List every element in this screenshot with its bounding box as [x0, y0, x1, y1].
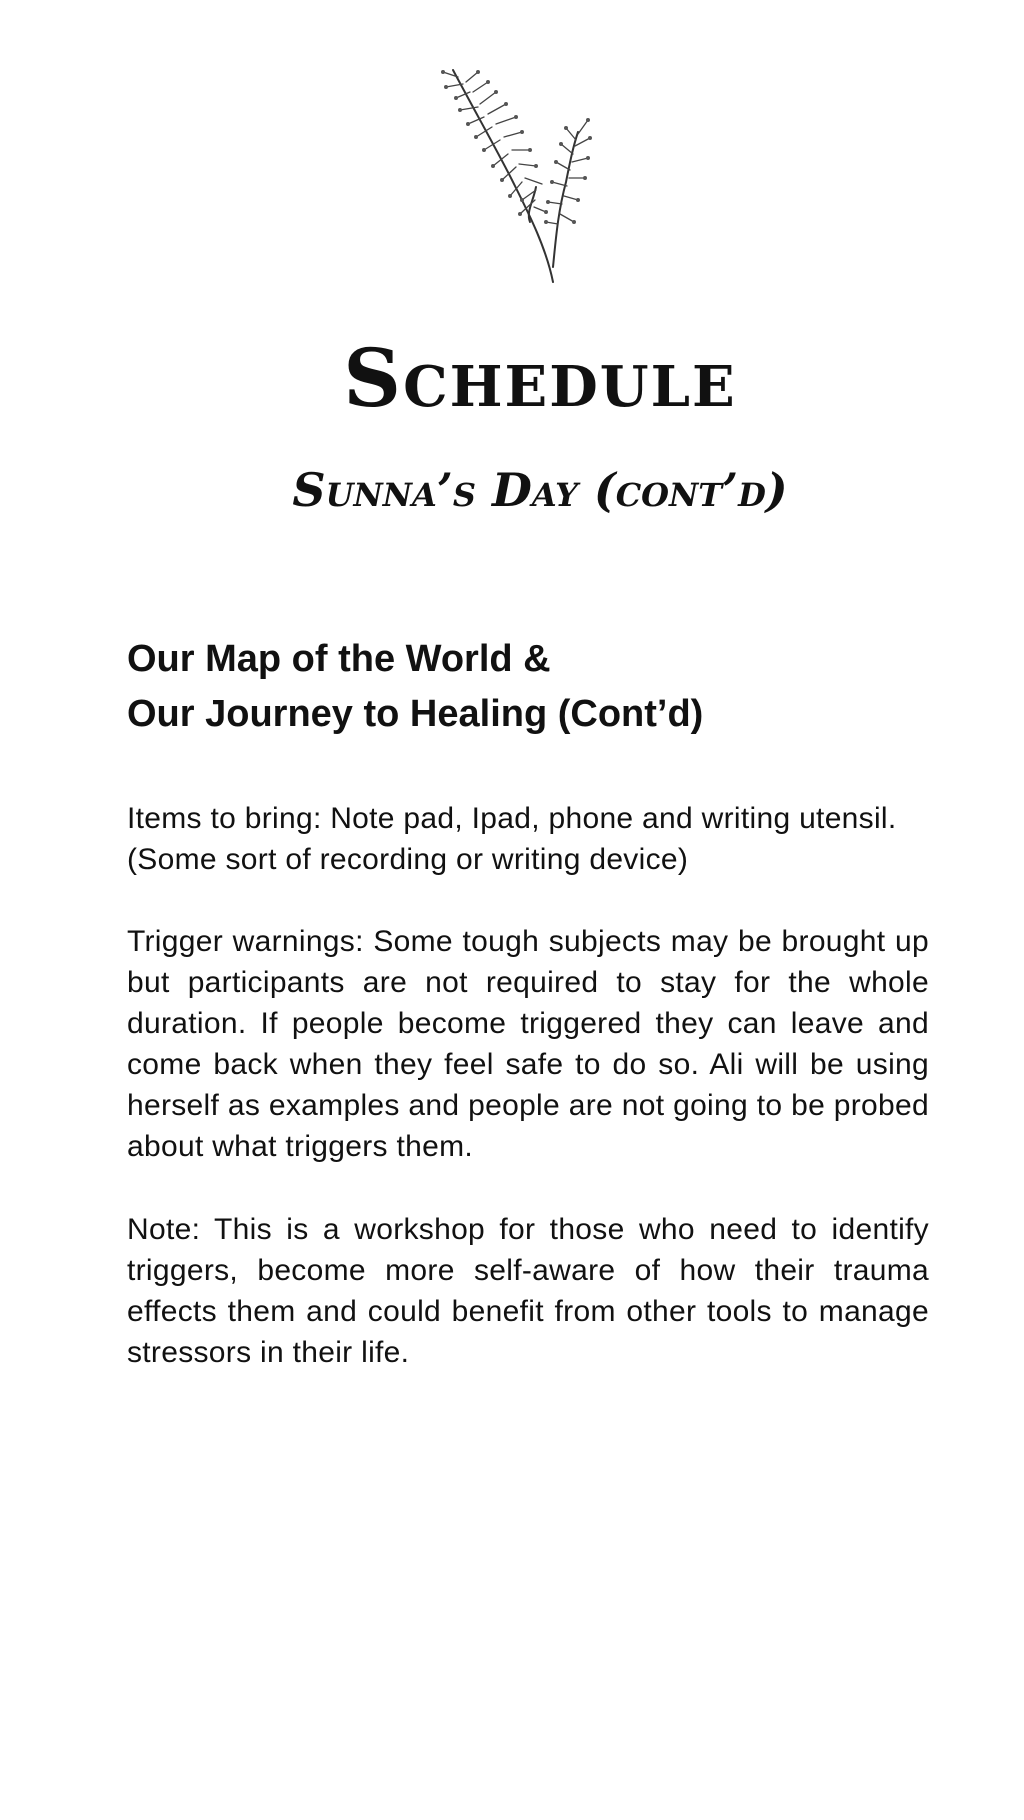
section-heading: [127, 632, 927, 742]
page-title: Schedule: [343, 331, 737, 425]
page-subtitle: Sunna’s Day (cont’d): [292, 463, 788, 517]
note-paragraph: Note: This is a workshop for those who need to identify triggers, become more self-aware of how their trauma effects them and could benefit from other tools to manage stressors in their life.: [127, 1213, 929, 1369]
fern-sprig-illustration: [418, 62, 624, 284]
trigger-warnings-paragraph: Trigger warnings: Some tough subjects may be brought up but participants are not required to stay for the whole duration. If people become triggered they can leave and come back when they feel safe to do so. Ali will be using herself as examples and people are not going to be probed about what triggers them.: [127, 925, 929, 1163]
section-heading-line2: Our Journey to Healing (Cont’d): [127, 693, 704, 735]
items-to-bring-paragraph: Items to bring: Note pad, Ipad, phone and writing utensil. (Some sort of recording or writing device): [127, 802, 897, 876]
section-heading-line1: Our Map of the World &: [127, 638, 551, 680]
